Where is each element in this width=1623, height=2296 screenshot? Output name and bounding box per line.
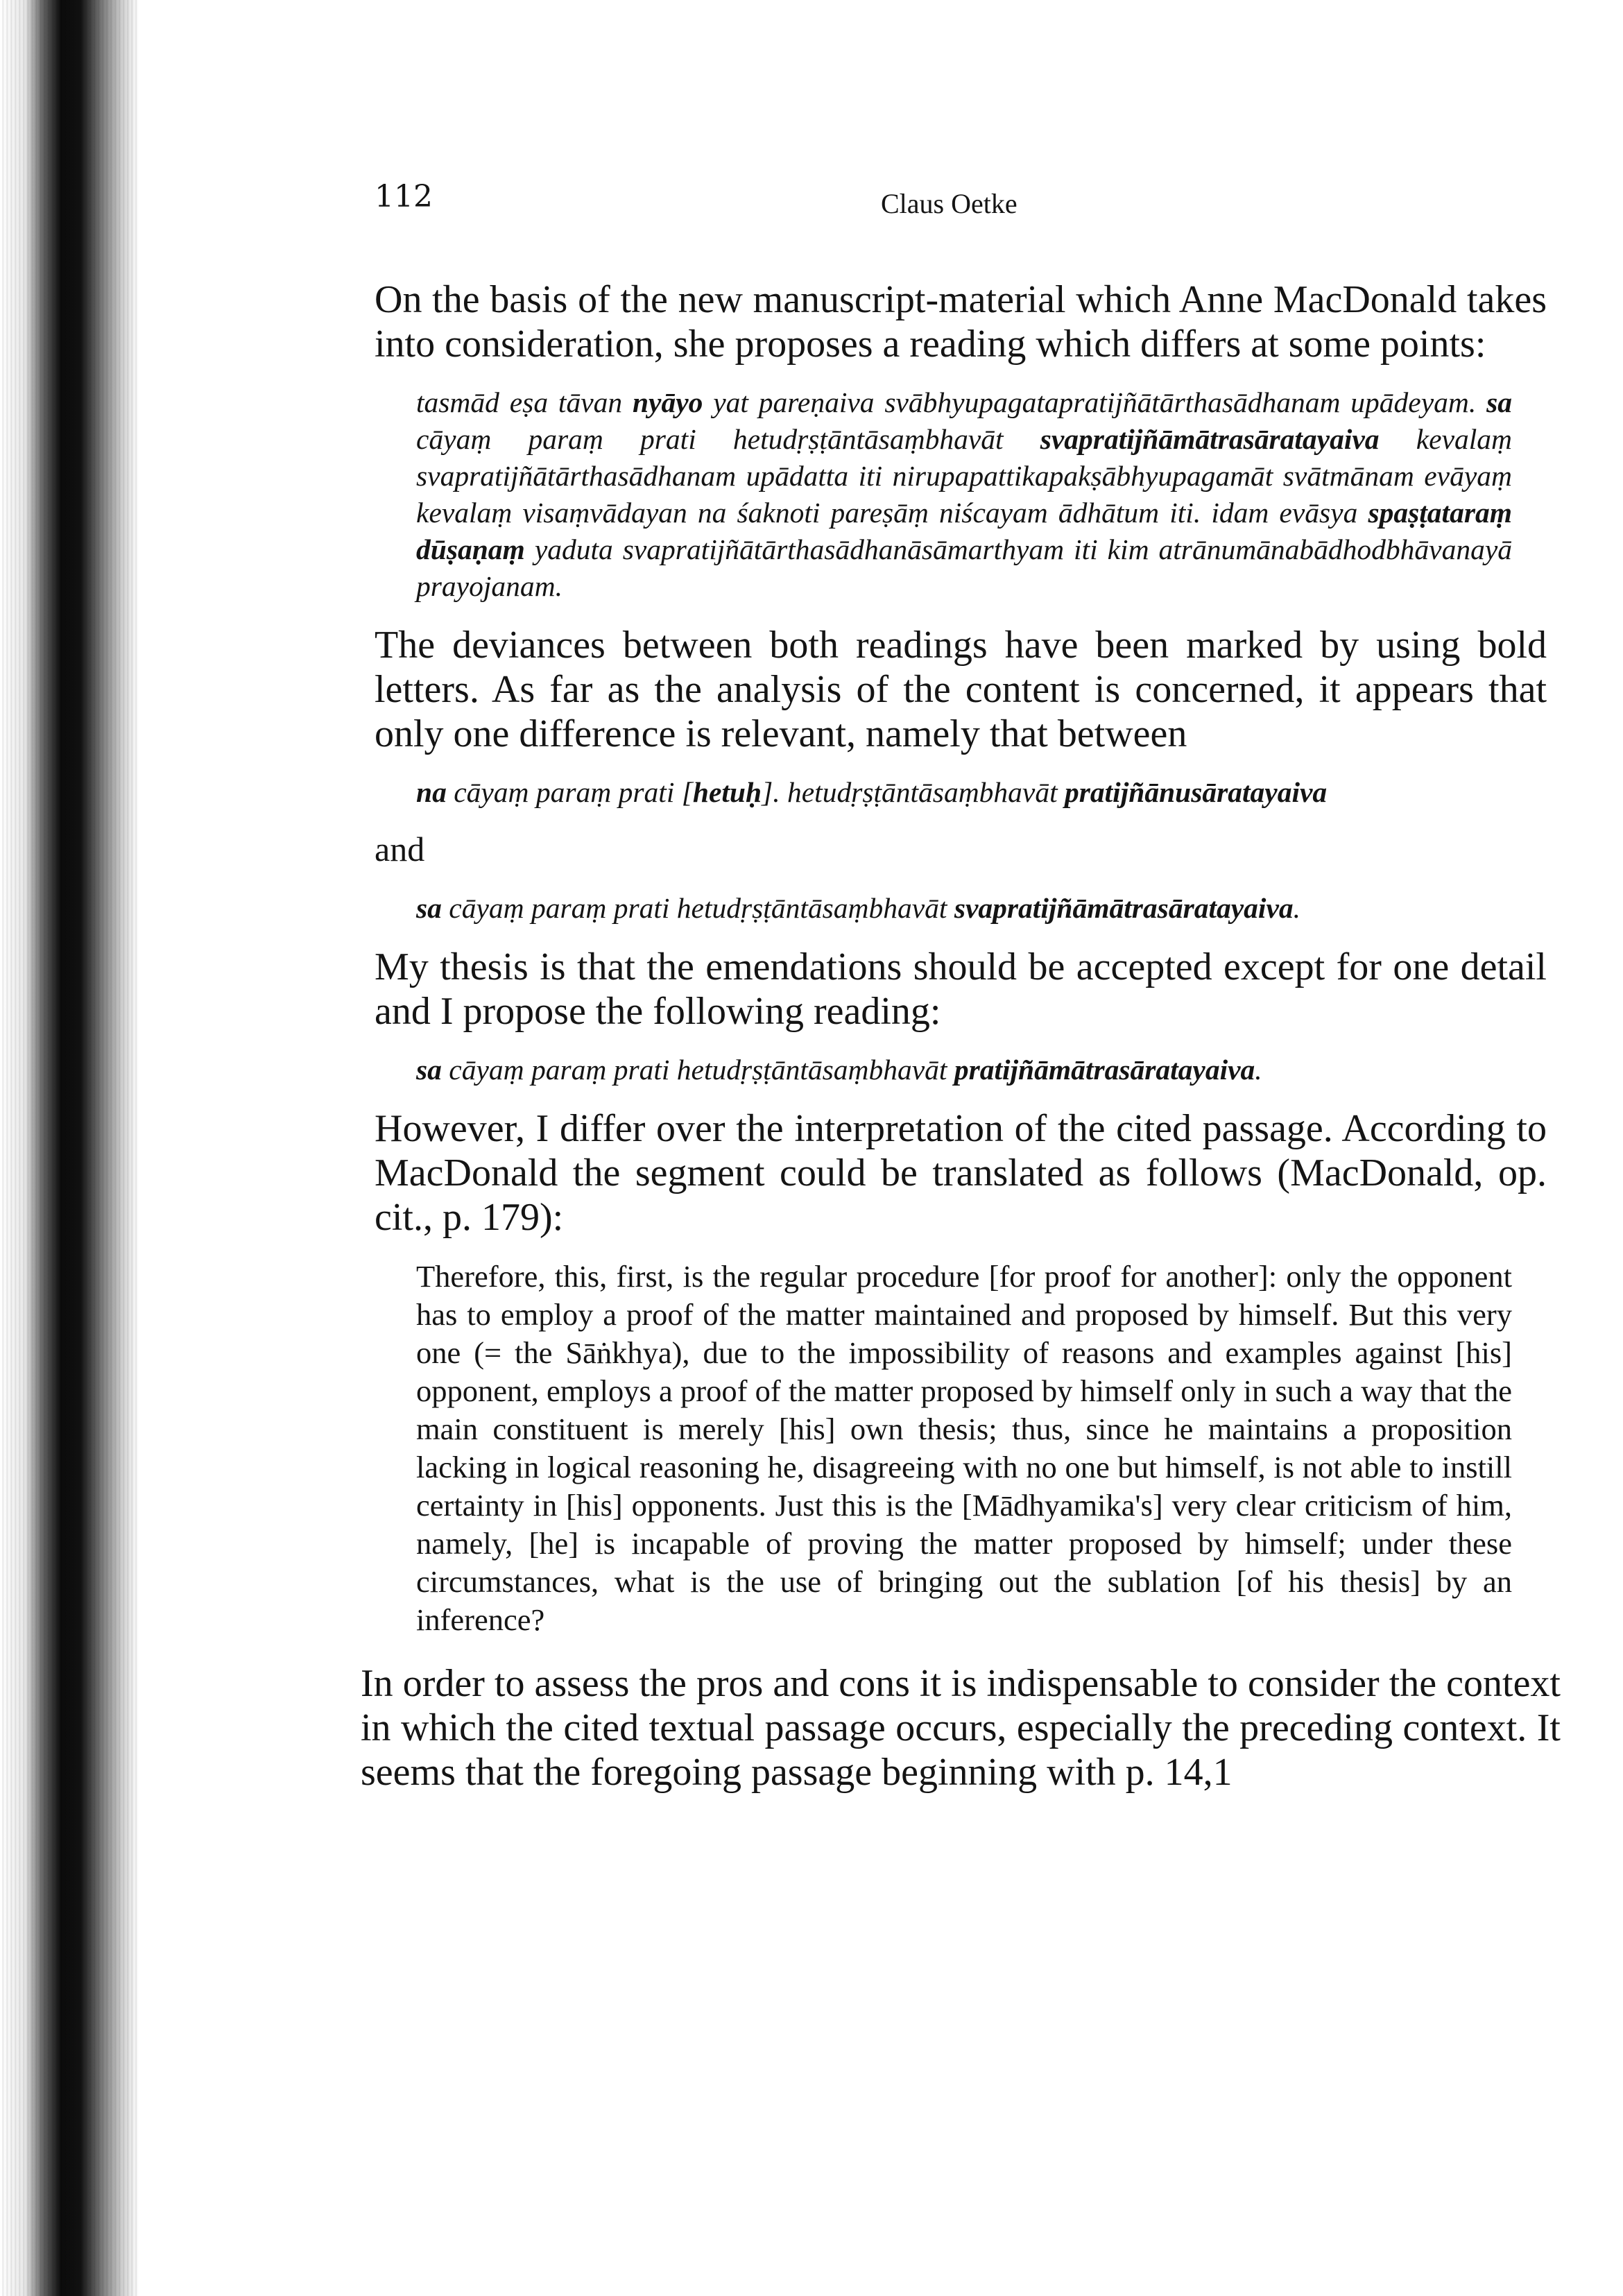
quote-segment: kevalaṃ svapratijñātārthasādhanam upādatta iti nirupapattikapakṣābhyupagamāt svātmānam evāyaṃ kevalaṃ visaṃvādayan na śaknoti pareṣāṃ niścayam ādhātum iti. idam evāsya bbox=[416, 423, 1512, 529]
running-head-author: Claus Oetke bbox=[881, 188, 1017, 219]
context-paragraph: In order to assess the pros and cons it is indispensable to consider the context in which the cited textual passage occurs, especially the preceding context. It seems that the foregoing passage beginning with p. 14,1 bbox=[361, 1662, 1561, 1794]
bold-variant-segment: na bbox=[416, 776, 447, 808]
bold-variant-segment: pratijñānusāratayaiva bbox=[1065, 776, 1328, 808]
quote-segment: . bbox=[1293, 892, 1300, 924]
deviances-paragraph: The deviances between both readings have been marked by using bold letters. As far as the analysis of the content is concerned, it appears that only one difference is relevant, namely that between bbox=[375, 624, 1547, 755]
quote-segment: yaduta svapratijñātārthasādhanāsāmarthyam iti kim atrānumānabādhodbhāvanayā prayojanam. bbox=[416, 533, 1512, 602]
quote-segment: yat pareṇaiva svābhyupagatapratijñātārthasādhanam upādeyam. bbox=[703, 386, 1487, 418]
bold-variant-segment: sa bbox=[1486, 386, 1512, 418]
bold-variant-segment: hetuḥ bbox=[692, 776, 762, 808]
sanskrit-quote-macdonald bbox=[416, 384, 1512, 605]
bold-variant-segment: sa bbox=[416, 892, 442, 924]
and-connector: and bbox=[375, 830, 425, 868]
bold-variant-segment: svapratijñāmātrasāratayaiva bbox=[1040, 423, 1380, 455]
page-body bbox=[361, 277, 1561, 1813]
intro-paragraph: On the basis of the new manuscript-material which Anne MacDonald takes into consideration, she proposes a reading which differs at some points: bbox=[375, 278, 1547, 366]
sanskrit-quote-old-reading bbox=[416, 774, 1512, 811]
quote-segment: ]. hetudṛṣṭāntāsaṃbhavāt bbox=[762, 776, 1065, 808]
page-number: 112 bbox=[375, 179, 433, 214]
running-head bbox=[375, 179, 1415, 221]
interpretation-paragraph: However, I differ over the interpretation of the cited passage. According to MacDonald the segment could be translated as follows (MacDonald, op. cit., p. 179): bbox=[375, 1107, 1547, 1239]
quote-segment: . bbox=[1255, 1054, 1262, 1086]
quote-segment: cāyaṃ paraṃ prati [ bbox=[446, 776, 693, 808]
bold-variant-segment: svapratijñāmātrasāratayaiva bbox=[954, 892, 1294, 924]
quote-segment: cāyaṃ paraṃ prati hetudṛṣṭāntāsaṃbhavāt bbox=[441, 892, 954, 924]
bold-variant-segment: pratijñāmātrasāratayaiva bbox=[954, 1054, 1255, 1086]
bold-variant-segment: nyāyo bbox=[632, 386, 703, 418]
book-binding-edge bbox=[0, 0, 139, 2296]
quote-segment: cāyaṃ paraṃ prati hetudṛṣṭāntāsaṃbhavāt bbox=[441, 1054, 954, 1086]
translation-block: Therefore, this, first, is the regular procedure [for proof for another]: only the opponent has to employ a proof of the matter maintained and proposed by himself. But this very one (= the Sāṅkhya), due to the impossibility of reasons and examples against [his] opponent, employs a proof of the matter proposed by himself only in such a way that the main constituent is merely [his] own thesis; thus, since he maintains a proposition lacking in logical reasoning he, disagreeing with no one but himself, is not able to instill certainty in [his] opponents. Just this is the [Mādhyamika's] very clear criticism of him, namely, [he] is incapable of proving the matter proposed by himself; under these circumstances, what is the use of bringing out the sublation [of his thesis] by an inference? bbox=[416, 1259, 1512, 1637]
bold-variant-segment: spaṣṭataraṃ dūṣaṇaṃ bbox=[416, 497, 1512, 565]
quote-segment: cāyaṃ paraṃ prati hetudṛṣṭāntāsaṃbhavāt bbox=[416, 423, 1040, 455]
thesis-paragraph: My thesis is that the emendations should be accepted except for one detail and I propose the following reading: bbox=[375, 945, 1547, 1033]
bold-variant-segment: sa bbox=[416, 1054, 442, 1086]
quote-segment: tasmād eṣa tāvan bbox=[416, 386, 633, 418]
sanskrit-quote-new-reading bbox=[416, 890, 1512, 927]
sanskrit-quote-proposed-reading bbox=[416, 1052, 1512, 1088]
